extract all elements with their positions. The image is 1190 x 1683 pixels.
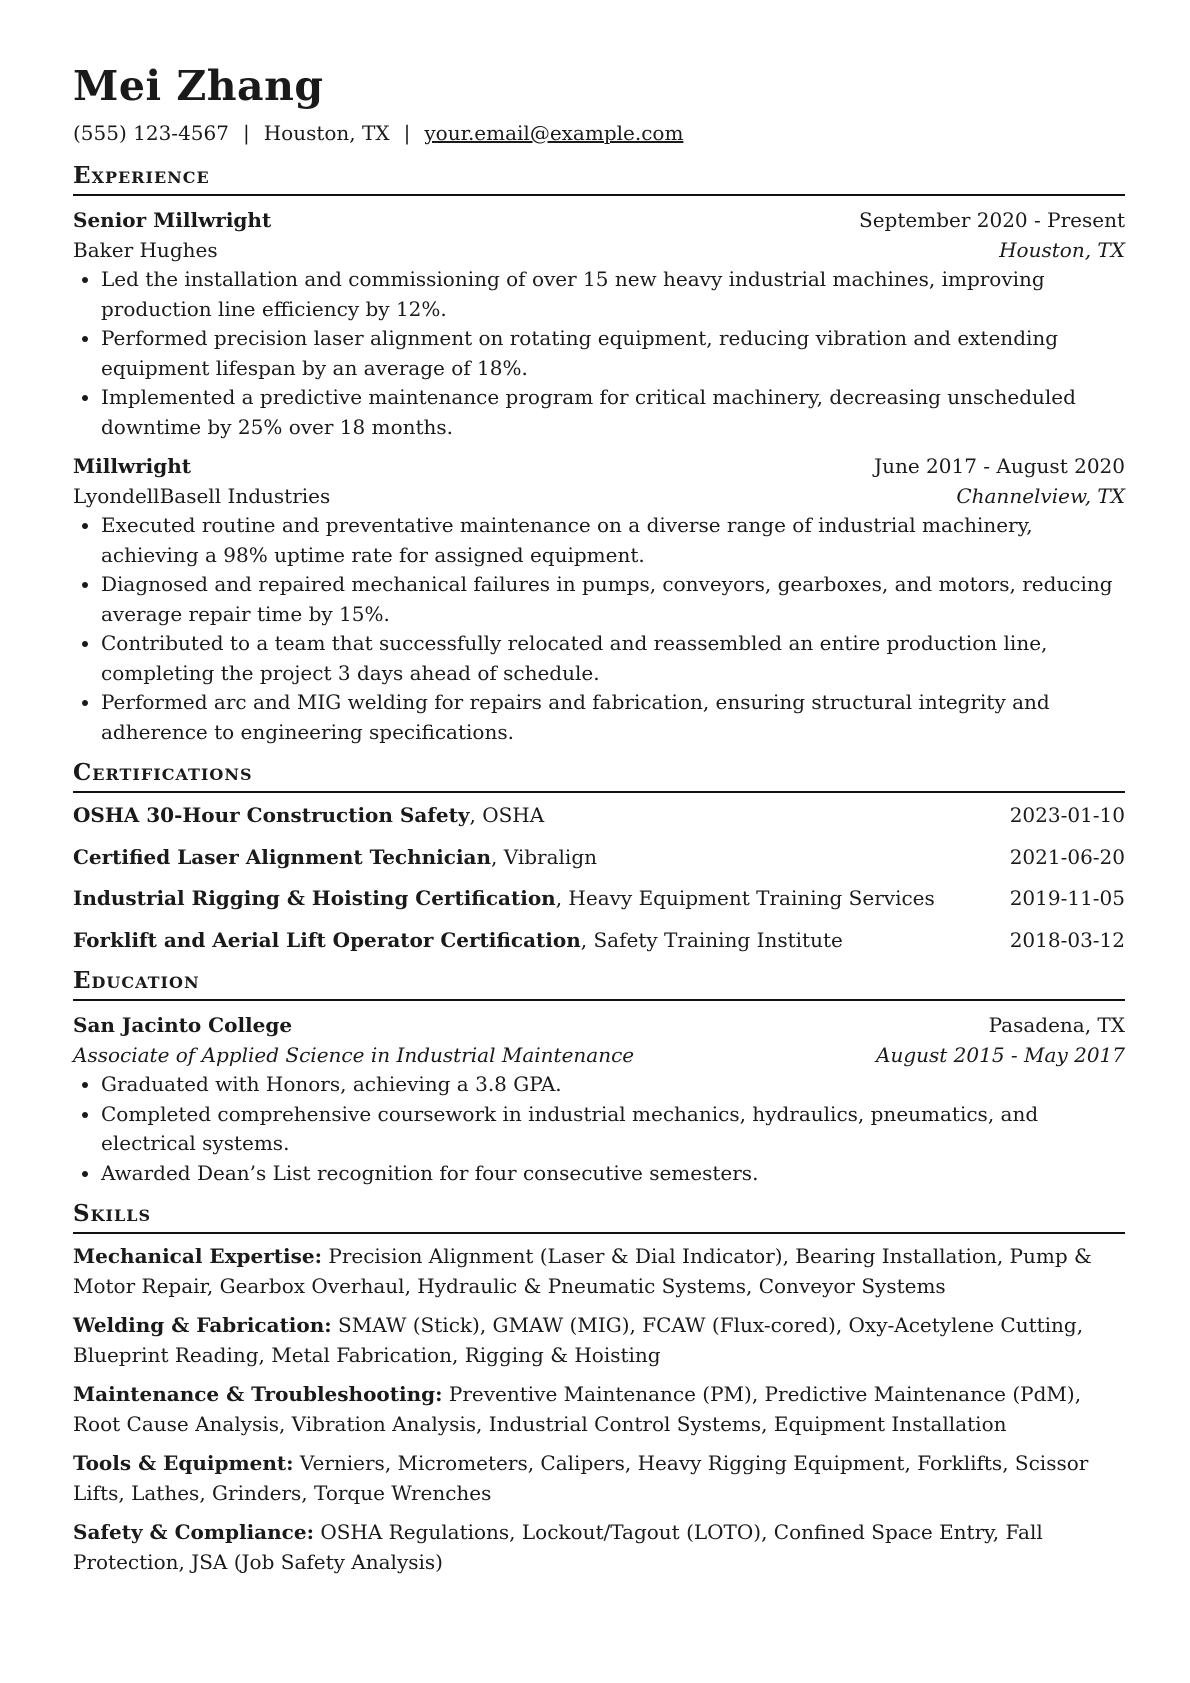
- job-dates: June 2017 - August 2020: [874, 454, 1125, 478]
- section-title-skills: Skills: [73, 1198, 1125, 1234]
- job-location: Channelview, TX: [956, 483, 1125, 508]
- location: Houston, TX: [263, 121, 390, 145]
- contact-line: [73, 116, 1125, 150]
- education-entry: [73, 1011, 1125, 1188]
- job-bullets: [73, 511, 1125, 747]
- job-location: Houston, TX: [999, 237, 1125, 262]
- skill-text: OSHA Regulations, Lockout/Tagout (LOTO), Confined Space Entry, Fall Protection, JSA (Job Safety Analysis): [73, 1520, 1043, 1574]
- job-entry: [73, 452, 1125, 747]
- job-company: LyondellBasell Industries: [73, 483, 331, 508]
- certification-item: [73, 801, 1125, 831]
- resume-content: [73, 58, 1125, 1577]
- skill-group: [73, 1449, 1125, 1508]
- candidate-name: Mei Zhang: [73, 62, 324, 110]
- phone-number: (555) 123-4567: [73, 121, 229, 145]
- bullet-item: • Implemented a predictive maintenance program for critical machinery, decreasing unscheduled downtime by 25% over 18 months.: [101, 383, 1125, 442]
- cert-name: OSHA 30-Hour Construction Safety: [73, 803, 470, 827]
- bullet-item: • Completed comprehensive coursework in industrial mechanics, hydraulics, pneumatics, and electrical systems.: [101, 1100, 1125, 1159]
- skill-group: [73, 1518, 1125, 1577]
- job-company: Baker Hughes: [73, 237, 218, 262]
- section-title-experience: Experience: [73, 160, 1125, 196]
- bullet-item: • Executed routine and preventative maintenance on a diverse range of industrial machinery, achieving a 98% uptime rate for assigned equipment.: [101, 511, 1125, 570]
- skill-text: Precision Alignment (Laser & Dial Indicator), Bearing Installation, Pump & Motor Repair, Gearbox Overhaul, Hydraulic & Pneumatic Systems, Conveyor Systems: [73, 1244, 1092, 1298]
- bullet-item: • Performed precision laser alignment on rotating equipment, reducing vibration and extending equipment lifespan by an average of 18%.: [101, 324, 1125, 383]
- cert-issuer: , Heavy Equipment Training Services: [555, 886, 935, 910]
- bullet-item: • Diagnosed and repaired mechanical failures in pumps, conveyors, gearboxes, and motors, reducing average repair time by 15%.: [101, 570, 1125, 629]
- skill-group: [73, 1311, 1125, 1370]
- skill-text: SMAW (Stick), GMAW (MIG), FCAW (Flux-cored), Oxy-Acetylene Cutting, Blueprint Reading, Metal Fabrication, Rigging & Hoisting: [73, 1313, 1084, 1367]
- cert-issuer: , OSHA: [469, 803, 545, 827]
- bullet-item: • Contributed to a team that successfully relocated and reassembled an entire production line, completing the project 3 days ahead of schedule.: [101, 629, 1125, 688]
- skill-text: Preventive Maintenance (PM), Predictive Maintenance (PdM), Root Cause Analysis, Vibration Analysis, Industrial Control Systems, Equipment Installation: [73, 1382, 1082, 1436]
- job-dates: September 2020 - Present: [859, 208, 1125, 232]
- contact-separator: |: [403, 121, 411, 145]
- certification-item: [73, 884, 1125, 914]
- cert-name: Certified Laser Alignment Technician: [73, 844, 492, 869]
- cert-issuer: , Vibralign: [491, 844, 598, 869]
- cert-name: Forklift and Aerial Lift Operator Certification: [73, 927, 581, 952]
- skill-label: Welding & Fabrication:: [73, 1313, 332, 1337]
- skill-label: Safety & Compliance:: [73, 1520, 314, 1544]
- certification-item: [73, 926, 1125, 956]
- skill-label: Tools & Equipment:: [73, 1451, 294, 1475]
- contact-separator: |: [242, 121, 250, 145]
- bullet-item: • Graduated with Honors, achieving a 3.8 GPA.: [101, 1070, 1125, 1100]
- skill-label: Mechanical Expertise:: [73, 1244, 322, 1268]
- cert-date: 2018-03-12: [1009, 927, 1125, 952]
- cert-date: 2021-06-20: [1009, 844, 1125, 869]
- certification-list: [73, 801, 1125, 955]
- cert-date: 2023-01-10: [1009, 803, 1125, 827]
- bullet-item: • Performed arc and MIG welding for repairs and fabrication, ensuring structural integrity and adherence to engineering specifications.: [101, 688, 1125, 747]
- section-title-education: Education: [73, 965, 1125, 1001]
- skill-group: [73, 1380, 1125, 1439]
- cert-date: 2019-11-05: [1009, 886, 1125, 910]
- certification-item: [73, 843, 1125, 873]
- job-entry: [73, 206, 1125, 442]
- skill-text: Verniers, Micrometers, Calipers, Heavy Rigging Equipment, Forklifts, Scissor Lifts, Lathes, Grinders, Torque Wrenches: [73, 1451, 1089, 1505]
- job-role: Senior Millwright: [73, 208, 272, 232]
- cert-issuer: , Safety Training Institute: [580, 927, 843, 952]
- degree-name: Associate of Applied Science in Industrial Maintenance: [73, 1042, 635, 1067]
- education-dates: August 2015 - May 2017: [876, 1042, 1125, 1067]
- email-link[interactable]: your.email@example.com: [424, 121, 684, 145]
- skills-list: [73, 1242, 1125, 1577]
- bullet-item: • Led the installation and commissioning of over 15 new heavy industrial machines, improving production line efficiency by 12%.: [101, 265, 1125, 324]
- job-role: Millwright: [73, 454, 192, 478]
- cert-name: Industrial Rigging & Hoisting Certification: [73, 886, 556, 910]
- school-name: San Jacinto College: [73, 1013, 293, 1037]
- section-title-certifications: Certifications: [73, 757, 1125, 793]
- school-location: Pasadena, TX: [988, 1013, 1125, 1037]
- skill-group: [73, 1242, 1125, 1301]
- education-bullets: [73, 1070, 1125, 1188]
- job-bullets: [73, 265, 1125, 442]
- bullet-item: • Awarded Dean’s List recognition for four consecutive semesters.: [101, 1159, 1125, 1189]
- skill-label: Maintenance & Troubleshooting:: [73, 1382, 443, 1406]
